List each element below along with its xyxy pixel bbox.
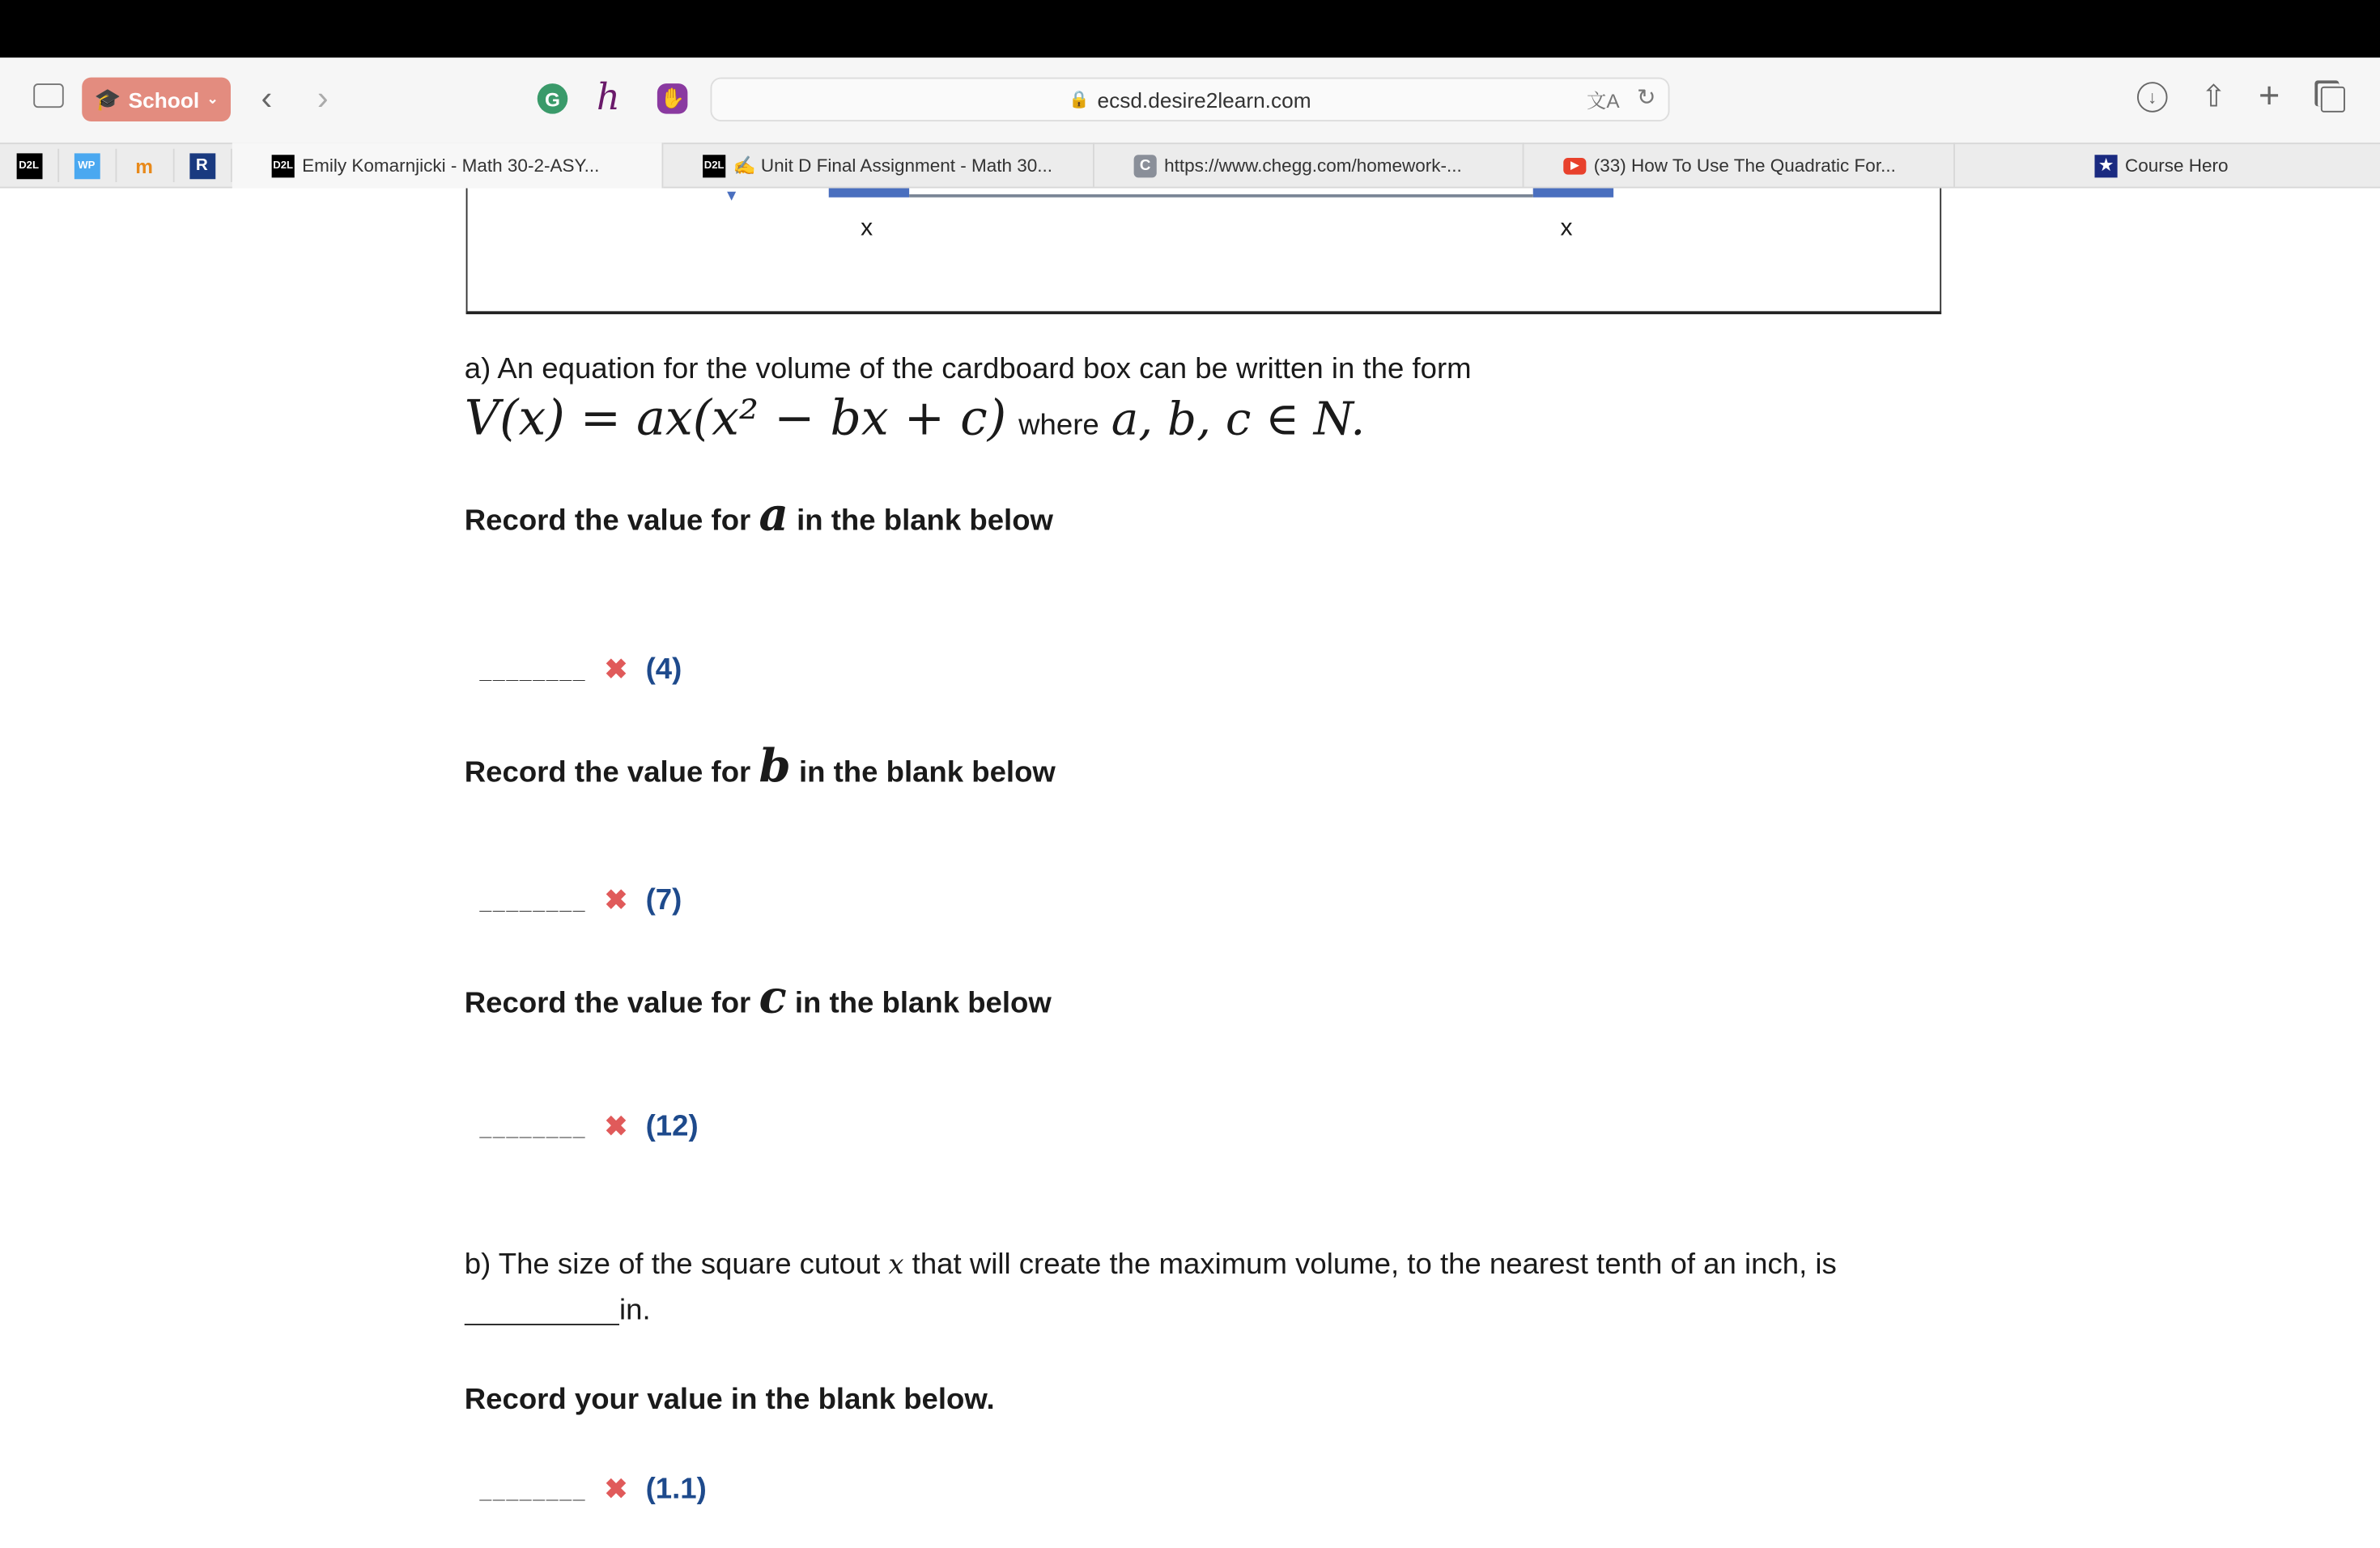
- profile-button[interactable]: [82, 78, 231, 121]
- answer-blank[interactable]: ________: [479, 888, 587, 913]
- reload-icon[interactable]: ↻: [1637, 85, 1656, 111]
- tab-title: Emily Komarnjicki - Math 30-2-ASY...: [302, 155, 600, 176]
- tab-overview-icon[interactable]: [2321, 87, 2345, 113]
- incorrect-x-icon: ✖: [604, 1474, 628, 1505]
- sidebar-toggle-icon[interactable]: [33, 83, 64, 108]
- record-b-value-heading: Record your value in the blank below.: [464, 1383, 995, 1417]
- arrow-down-icon: ▼: [724, 188, 739, 206]
- share-icon[interactable]: ⇧: [2200, 80, 2227, 114]
- youtube-icon: ▶: [1563, 157, 1586, 174]
- condition-text: a, b, c ∈ N.: [1111, 393, 1366, 447]
- correct-answer: (1.1): [645, 1472, 707, 1506]
- cutout-left: [829, 189, 909, 198]
- r-icon: R: [189, 152, 215, 178]
- moodle-icon: m: [135, 154, 153, 177]
- course-hero-icon: ★: [2095, 154, 2118, 176]
- diagram-label-x: x: [1560, 215, 1573, 242]
- d2l-icon: D2L: [16, 152, 42, 178]
- incorrect-x-icon: ✖: [604, 1111, 628, 1142]
- graduation-cap-icon: 🎓: [94, 86, 121, 111]
- screen-top-bar: [0, 0, 2380, 57]
- back-icon[interactable]: ‹: [261, 79, 273, 117]
- address-bar[interactable]: [711, 78, 1670, 121]
- question-a-intro: a) An equation for the volume of the cardboard box can be written in the form: [464, 352, 1472, 386]
- hand-stop-icon[interactable]: ✋: [657, 83, 688, 114]
- answer-a-row: [480, 653, 682, 687]
- lock-icon: 🔒: [1069, 91, 1090, 109]
- download-icon[interactable]: ↓: [2137, 82, 2168, 113]
- volume-equation: [465, 389, 1365, 446]
- tab-title: https://www.chegg.com/homework-...: [1164, 155, 1462, 176]
- correct-answer: (4): [645, 653, 682, 687]
- chegg-icon: C: [1134, 154, 1157, 176]
- profile-label: School: [128, 87, 200, 112]
- tab-title: (33) How To Use The Quadratic For...: [1593, 155, 1896, 176]
- record-b-heading: Record the value for b in the blank below: [464, 741, 1056, 794]
- chevron-down-icon: ⌄: [206, 91, 219, 107]
- incorrect-x-icon: ✖: [604, 885, 628, 916]
- hypothesis-icon[interactable]: h: [596, 75, 620, 119]
- answer-blank[interactable]: ________: [479, 657, 587, 683]
- equation-text: V(x) = ax(x² − bx + c): [464, 389, 1007, 447]
- pinned-tab-wp[interactable]: [57, 149, 117, 182]
- url-text: ecsd.desire2learn.com: [1097, 87, 1311, 112]
- forward-icon[interactable]: ›: [317, 79, 329, 117]
- incorrect-x-icon: ✖: [604, 654, 628, 685]
- pinned-tab-d2l[interactable]: [0, 149, 59, 182]
- answer-blank[interactable]: ________: [479, 1115, 587, 1140]
- box-edge-line: [909, 194, 1533, 198]
- question-b-text: b) The size of the square cutout x that will create the maximum volume, to the nearest tenth of an inch, is: [464, 1248, 1837, 1282]
- question-b-line2: in.: [465, 1294, 651, 1329]
- correct-answer: (12): [645, 1109, 699, 1143]
- correct-answer: (7): [645, 883, 682, 917]
- record-c-heading: Record the value for c in the blank below: [464, 972, 1052, 1025]
- translate-icon[interactable]: 文A: [1586, 89, 1620, 113]
- pinned-tab-r[interactable]: [173, 149, 232, 182]
- new-tab-icon[interactable]: +: [2259, 75, 2280, 117]
- answer-cutout-row: [480, 1473, 707, 1508]
- d2l-icon: D2L: [272, 154, 295, 176]
- answer-line: [465, 1294, 619, 1325]
- cutout-right: [1533, 189, 1613, 198]
- wp-icon: WP: [74, 152, 100, 178]
- tab-unit-d[interactable]: [663, 142, 1094, 188]
- tab-title: ✍ Unit D Final Assignment - Math 30...: [733, 155, 1053, 176]
- where-text: where: [1018, 408, 1099, 442]
- answer-blank[interactable]: ________: [479, 1478, 587, 1503]
- tab-chegg[interactable]: [1094, 142, 1524, 188]
- tab-title: Course Hero: [2125, 155, 2229, 176]
- pinned-tab-moodle[interactable]: [116, 149, 175, 182]
- answer-c-row: [480, 1110, 699, 1145]
- diagram-label-x: x: [861, 215, 873, 242]
- tab-emily[interactable]: [232, 142, 664, 188]
- grammarly-icon[interactable]: G: [538, 83, 568, 114]
- d2l-icon: D2L: [703, 154, 725, 176]
- answer-b-row: [480, 883, 682, 918]
- record-a-heading: Record the value for a in the blank below: [464, 488, 1054, 542]
- tab-course-hero[interactable]: [1955, 142, 2380, 188]
- diagram-box: [466, 189, 1942, 315]
- tab-youtube[interactable]: [1524, 142, 1956, 188]
